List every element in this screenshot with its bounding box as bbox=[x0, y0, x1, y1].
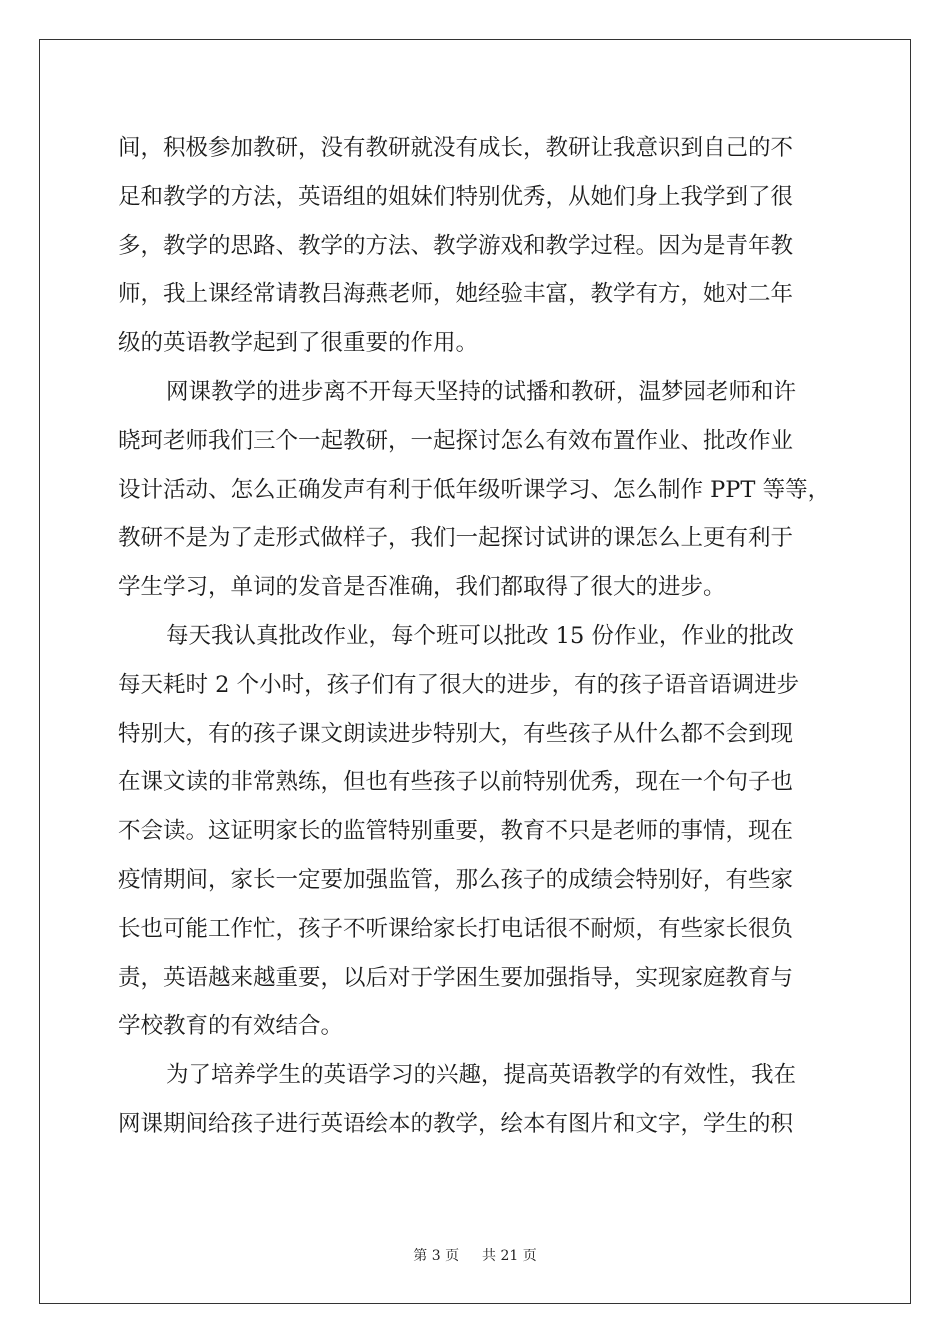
text-line: 责，英语越来越重要，以后对于学困生要加强指导，实现家庭教育与 bbox=[118, 964, 794, 991]
text-line: 疫情期间，家长一定要加强监管，那么孩子的成绩会特别好，有些家 bbox=[118, 866, 794, 893]
text-line: 网课期间给孩子进行英语绘本的教学，绘本有图片和文字，学生的积 bbox=[118, 1110, 794, 1137]
paragraph-first-line: 网课教学的进步离不开每天坚持的试播和教研，温梦园老师和许 bbox=[166, 378, 797, 405]
text-line: 级的英语教学起到了很重要的作用。 bbox=[118, 330, 479, 357]
text-line: 晓珂老师我们三个一起教研，一起探讨怎么有效布置作业、批改作业 bbox=[118, 427, 794, 454]
paragraph-first-line: 每天我认真批改作业，每个班可以批改 15 份作业，作业的批改 bbox=[166, 622, 794, 649]
page-total: 共 21 页 bbox=[482, 1248, 537, 1264]
text-line: 学生学习，单词的发音是否准确，我们都取得了很大的进步。 bbox=[118, 574, 726, 601]
page-number: 第 3 页 bbox=[413, 1248, 460, 1264]
text-line: 设计活动、怎么正确发声有利于低年级听课学习、怎么制作 PPT 等等， bbox=[118, 476, 831, 503]
text-line: 不会读。这证明家长的监管特别重要，教育不只是老师的事情，现在 bbox=[118, 818, 794, 845]
text-line: 每天耗时 2 个小时，孩子们有了很大的进步，有的孩子语音语调进步 bbox=[118, 671, 800, 698]
paragraph-first-line: 为了培养学生的英语学习的兴趣，提高英语教学的有效性，我在 bbox=[166, 1062, 797, 1089]
text-line: 间，积极参加教研，没有教研就没有成长，教研让我意识到自己的不 bbox=[118, 135, 794, 161]
text-line: 教研不是为了走形式做样子，我们一起探讨试讲的课怎么上更有利于 bbox=[118, 525, 794, 552]
page-footer bbox=[0, 1245, 950, 1265]
text-line: 足和教学的方法，英语组的姐妹们特别优秀，从她们身上我学到了很 bbox=[118, 183, 794, 210]
text-line: 在课文读的非常熟练，但也有些孩子以前特别优秀，现在一个句子也 bbox=[118, 769, 794, 796]
document-body bbox=[118, 124, 858, 1149]
text-line: 师，我上课经常请教吕海燕老师，她经验丰富，教学有方，她对二年 bbox=[118, 281, 794, 308]
text-line: 特别大，有的孩子课文朗读进步特别大，有些孩子从什么都不会到现 bbox=[118, 720, 794, 747]
text-line: 多，教学的思路、教学的方法、教学游戏和教学过程。因为是青年教 bbox=[118, 232, 794, 259]
text-line: 长也可能工作忙，孩子不听课给家长打电话很不耐烦，有些家长很负 bbox=[118, 915, 794, 942]
text-line: 学校教育的有效结合。 bbox=[118, 1013, 344, 1040]
